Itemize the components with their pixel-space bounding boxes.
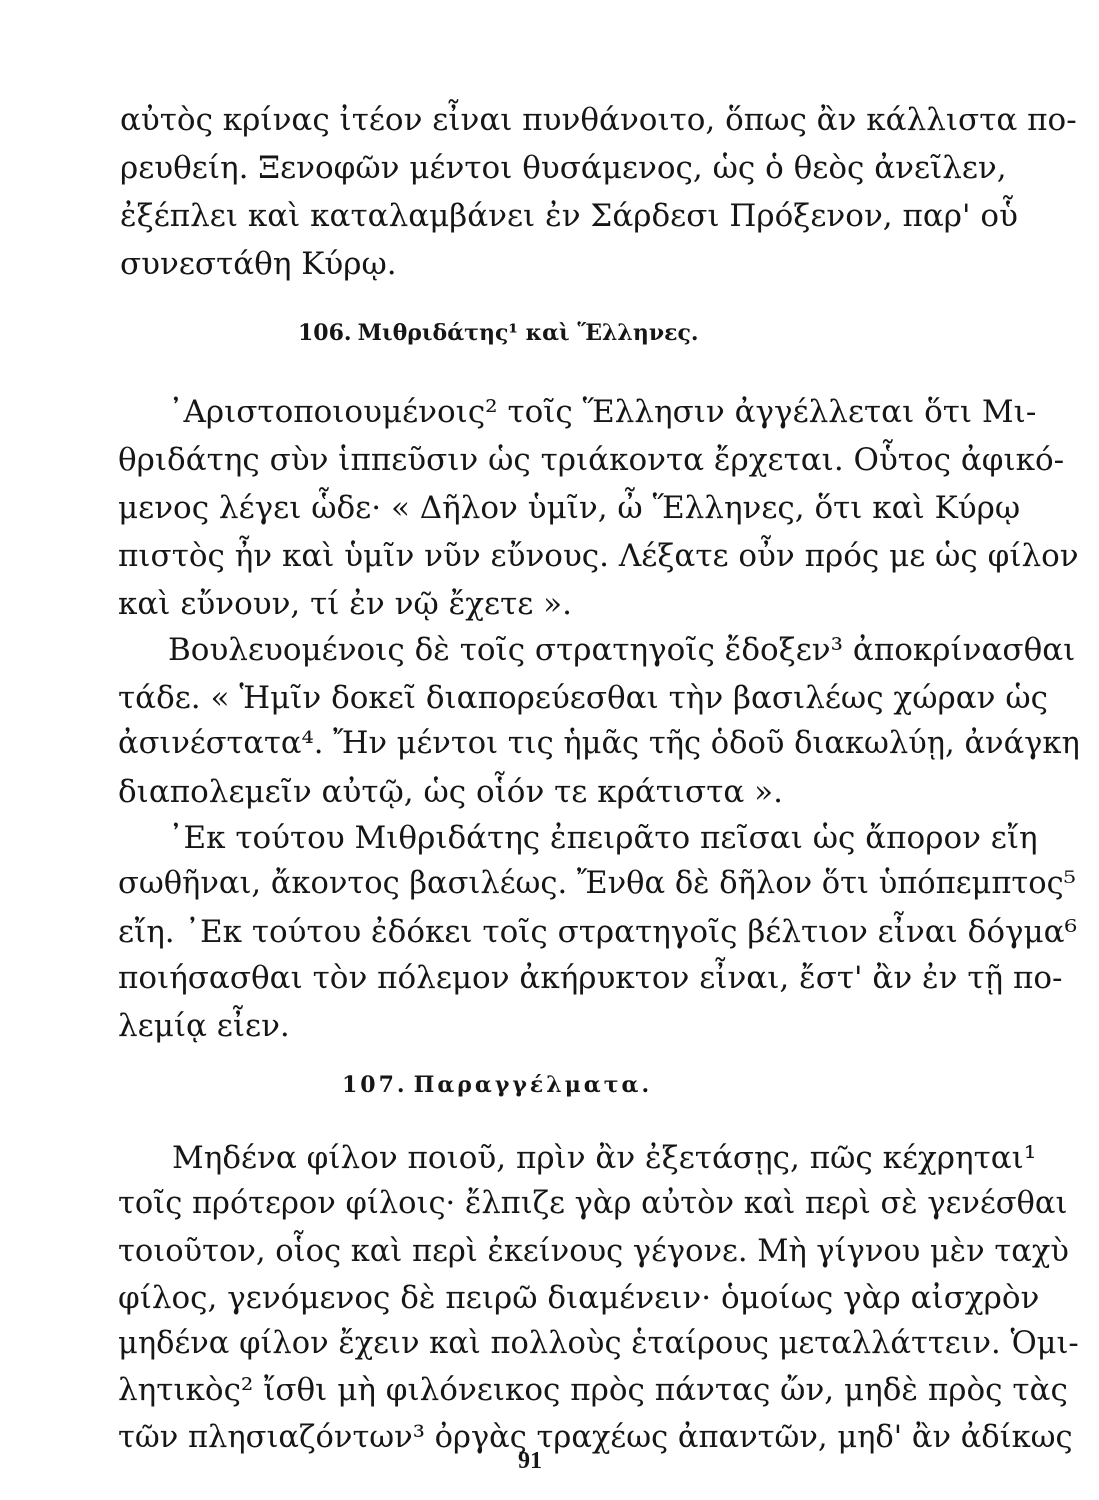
text-line: θριδάτης σὺν ἱππεῦσιν ὡς τριάκοντα ἔρχεται. Οὗτος ἀφικό- xyxy=(118,442,1065,478)
text-line: τοιοῦτον, οἷος καὶ περὶ ἐκείνους γέγονε. Μὴ γίγνου μὲν ταχὺ xyxy=(118,1234,1069,1269)
text-line: τοῖς πρότερον φίλοις· ἔλπιζε γὰρ αὐτὸν καὶ περὶ σὲ γενέσθαι xyxy=(118,1186,1068,1221)
text-line: ρευθείη. Ξενοφῶν μέντοι θυσάμενος, ὡς ὁ θεὸς ἀνεῖλεν, xyxy=(120,150,1007,186)
section-title: Παραγγέλματα. xyxy=(413,1072,653,1098)
text-line: τάδε. « Ἡμῖν δοκεῖ διαπορεύεσθαι τὴν βασιλέως χώραν ὡς xyxy=(118,680,1048,716)
text-line: ποιήσασθαι τὸν πόλεμον ἀκήρυκτον εἶναι, ἔστ' ἂν ἐν τῇ πο- xyxy=(118,960,1063,996)
text-line: λεμίᾳ εἶεν. xyxy=(118,1008,290,1044)
text-line: ᾿Εκ τούτου Μιθριδάτης ἐπειρᾶτο πεῖσαι ὡς ἄπορον εἴη xyxy=(168,820,1038,856)
text-line: μηδένα φίλον ἔχειν καὶ πολλοὺς ἑταίρους μεταλλάττειν. Ὁμι- xyxy=(118,1326,1079,1361)
text-line: ᾿Αριστοποιουμένοις² τοῖς Ἕλλησιν ἀγγέλλεται ὅτι Μι- xyxy=(168,394,1037,430)
text-line: ἐξέπλει καὶ καταλαμβάνει ἐν Σάρδεσι Πρόξενον, παρ' οὗ xyxy=(120,198,1018,234)
section-number: 106. xyxy=(298,320,352,346)
text-line: πιστὸς ἦν καὶ ὑμῖν νῦν εὔνους. Λέξατε οὖν πρός με ὡς φίλον xyxy=(118,538,1079,574)
text-line: καὶ εὔνουν, τί ἐν νῷ ἔχετε ». xyxy=(118,586,572,622)
text-line: Μηδένα φίλον ποιοῦ, πρὶν ἂν ἐξετάσῃς, πῶς κέχρηται¹ xyxy=(172,1140,1037,1176)
text-line: συνεστάθη Κύρῳ. xyxy=(120,246,397,282)
text-line: τῶν πλησιαζόντων³ ὀργὰς τραχέως ἀπαντῶν, μηδ' ἂν ἀδίκως xyxy=(118,1420,1073,1455)
text-line: μενος λέγει ὧδε· « Δῆλον ὑμῖν, ὦ Ἕλληνες, ὅτι καὶ Κύρῳ xyxy=(118,490,1021,526)
text-line: ἀσινέστατα⁴. Ἤν μέντοι τις ἡμᾶς τῆς ὁδοῦ διακωλύῃ, ἀνάγκη xyxy=(118,726,1080,761)
section-heading-106 xyxy=(298,318,699,348)
text-line: εἴη. ᾿Εκ τούτου ἐδόκει τοῖς στρατηγοῖς βέλτιον εἶναι δόγμα⁶ xyxy=(118,914,1078,950)
section-number: 107. xyxy=(342,1072,408,1098)
text-line: σωθῆναι, ἄκοντος βασιλέως. Ἔνθα δὲ δῆλον ὅτι ὑπόπεμπτος⁵ xyxy=(118,866,1076,901)
section-heading-107 xyxy=(342,1070,652,1100)
section-title: Μιθριδάτης¹ καὶ Ἕλληνες. xyxy=(357,320,699,346)
text-line: φίλος, γενόμενος δὲ πειρῶ διαμένειν· ὁμοίως γὰρ αἰσχρὸν xyxy=(118,1280,1040,1316)
text-line: αὐτὸς κρίνας ἰτέον εἶναι πυνθάνοιτο, ὅπως ἂν κάλλιστα πο- xyxy=(120,102,1077,138)
text-line: λητικὸς² ἴσθι μὴ φιλόνεικος πρὸς πάντας ὤν, μηδὲ πρὸς τὰς xyxy=(118,1372,1068,1408)
page-number: 91 xyxy=(518,1448,542,1474)
text-line: διαπολεμεῖν αὐτῷ, ὡς οἷόν τε κράτιστα ». xyxy=(118,774,783,810)
text-line: Βουλευομένοις δὲ τοῖς στρατηγοῖς ἔδοξεν³ ἀποκρίνασθαι xyxy=(168,632,1076,668)
